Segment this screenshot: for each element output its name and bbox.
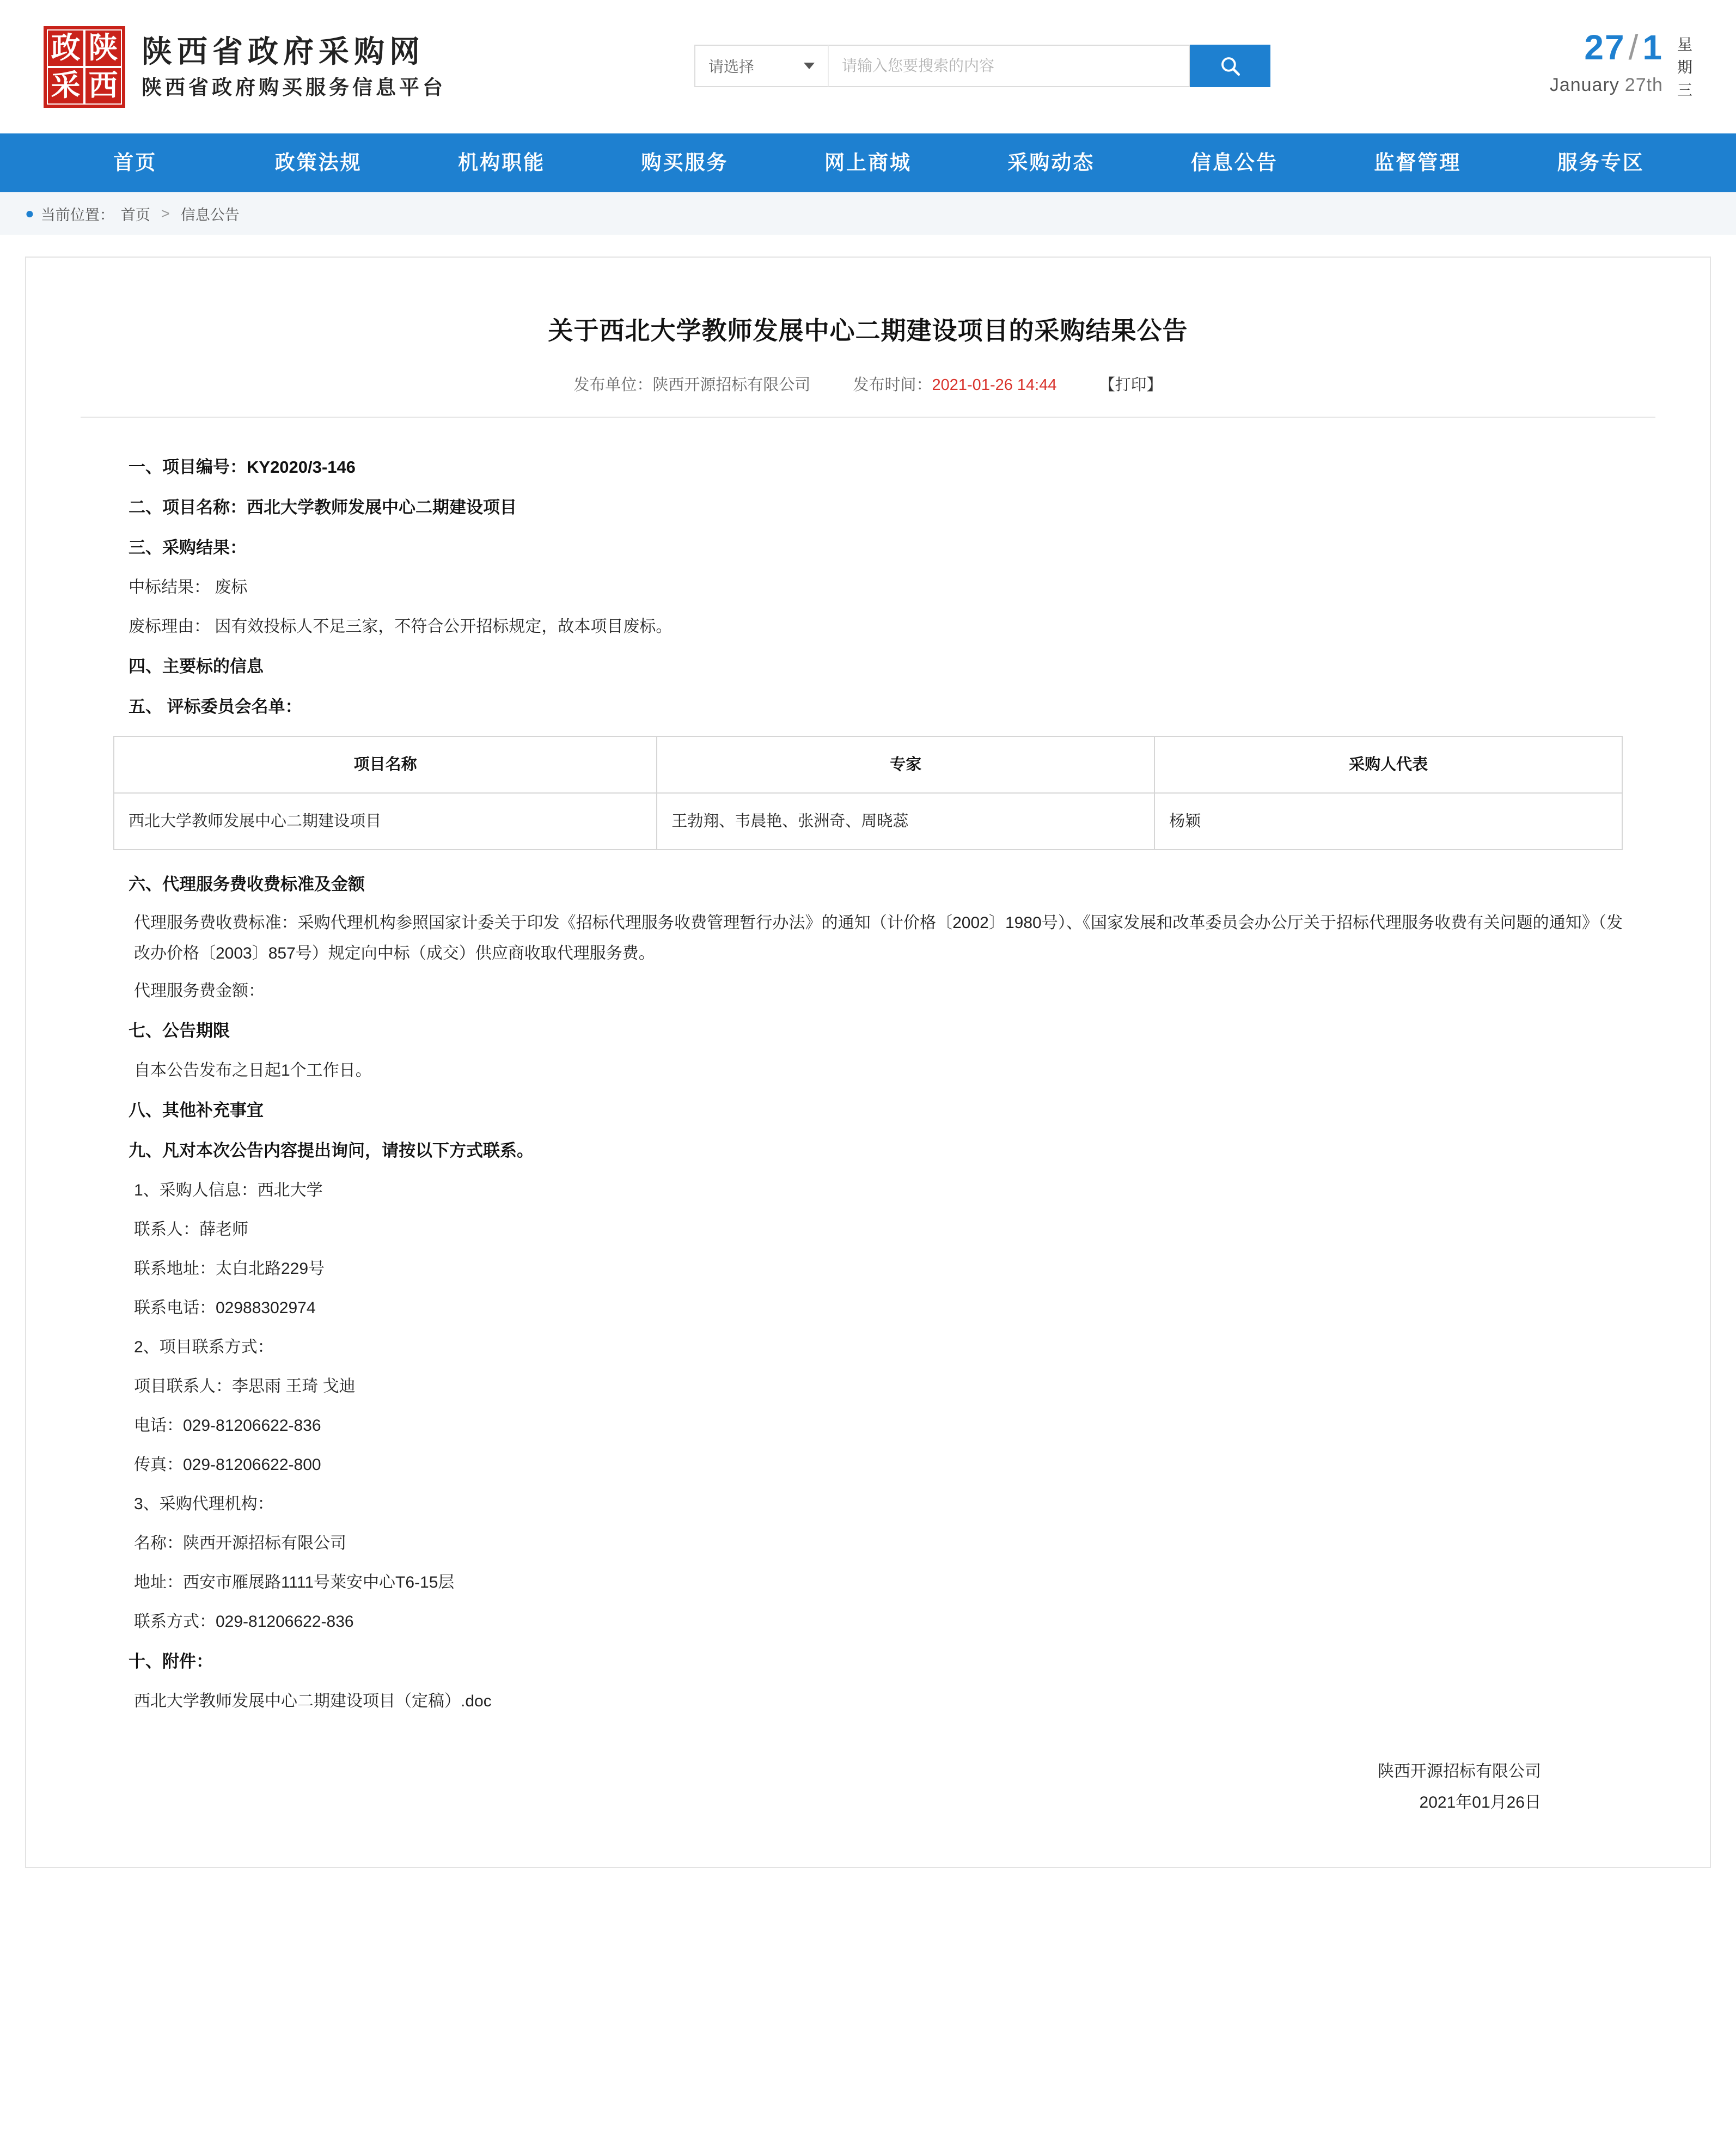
nav-item-supervision[interactable]: 监督管理	[1374, 151, 1462, 174]
breadcrumb-label: 当前位置：	[40, 206, 114, 223]
date-widget	[1550, 30, 1692, 102]
page-title: 关于西北大学教师发展中心二期建设项目的采购结果公告	[548, 316, 1188, 345]
publisher-label: 发布单位：	[573, 376, 653, 394]
date-weekday: 星 期 三	[1677, 36, 1692, 99]
date-month-name: January	[1549, 75, 1619, 95]
agency-head: 3、采购代理机构：	[134, 1495, 274, 1513]
section-project-name: 二、项目名称：西北大学教师发展中心二期建设项目	[129, 498, 517, 517]
search-button[interactable]	[1190, 45, 1270, 87]
nav-item-service-zone[interactable]: 服务专区	[1557, 151, 1645, 174]
announcement-body	[81, 418, 1655, 1818]
publish-date-label: 发布时间：	[853, 376, 932, 394]
search-bar[interactable]	[694, 45, 1270, 87]
section-committee-head: 五、 评标委员会名单：	[129, 697, 302, 716]
signature-date: 2021年01月26日	[1419, 1794, 1541, 1811]
date-day: 27	[1584, 28, 1625, 67]
nav-item-online-mall[interactable]: 网上商城	[824, 151, 912, 174]
agency-fee-standard: 代理服务费收费标准：采购代理机构参照国家计委关于印发《招标代理服务收费管理暂行办法》的通知（计价格〔2002〕1980号）、《国家发展和改革委员会办公厅关于招标代理服务收费有关问题的通知》（发改办价格〔2003〕857号）规定向中标（成交）供应商收取代理服务费。	[134, 914, 1623, 962]
nav-item-policies[interactable]: 政策法规	[274, 151, 362, 174]
agency-phone: 联系方式：029-81206622-836	[134, 1613, 354, 1631]
section-project-number: 一、项目编号：KY2020/3-146	[129, 457, 356, 477]
main-nav	[0, 133, 1736, 192]
logo-mark-icon	[44, 26, 125, 108]
breadcrumb	[0, 192, 1736, 235]
table-header-row	[114, 736, 1622, 793]
nav-item-home[interactable]: 首页	[113, 151, 157, 174]
project-contact-person: 项目联系人：李思雨 王琦 戈迪	[134, 1377, 356, 1395]
breadcrumb-current: 信息公告	[180, 206, 240, 223]
breadcrumb-separator: >	[161, 205, 170, 222]
date-month-num: 1	[1642, 28, 1663, 67]
agency-fee-amount: 代理服务费金额：	[134, 982, 265, 1000]
agency-name: 名称：陕西开源招标有限公司	[134, 1534, 346, 1552]
print-button[interactable]: 【打印】	[1099, 376, 1163, 394]
nav-item-procurement-news[interactable]: 采购动态	[1007, 151, 1095, 174]
publisher-value: 陕西开源招标有限公司	[652, 376, 811, 394]
search-category-select[interactable]	[694, 45, 828, 87]
cell-buyer-rep: 杨颖	[1154, 793, 1622, 850]
table-row	[114, 793, 1622, 850]
project-contact-head: 2、项目联系方式：	[134, 1338, 274, 1356]
announcement-card	[25, 257, 1711, 1868]
cell-project-name: 西北大学教师发展中心二期建设项目	[114, 793, 657, 850]
date-slash: /	[1628, 28, 1640, 67]
col-project-name: 项目名称	[114, 736, 657, 793]
logo-char-4: 西	[84, 67, 122, 105]
section-result-head: 三、采购结果：	[129, 538, 247, 557]
logo-char-2: 陕	[84, 29, 122, 67]
cell-experts: 王勃翔、韦晨艳、张洲奇、周晓蕊	[657, 793, 1154, 850]
document-meta	[81, 373, 1655, 418]
search-input[interactable]	[828, 45, 1190, 87]
agency-address: 地址：西安市雁展路1111号莱安中心T6-15层	[134, 1573, 455, 1591]
expert-committee-table	[113, 736, 1623, 850]
chevron-down-icon	[804, 63, 815, 69]
search-icon	[1219, 54, 1242, 77]
section-attachment-head: 十、附件：	[129, 1652, 213, 1671]
search-category-label: 请选择	[708, 58, 755, 75]
site-logo[interactable]	[44, 26, 446, 108]
logo-char-3: 采	[47, 67, 84, 105]
col-buyer-rep: 采购人代表	[1154, 736, 1622, 793]
section-agency-fee-head: 六、代理服务费收费标准及金额	[129, 875, 365, 894]
col-experts: 专家	[657, 736, 1154, 793]
buyer-contact-person: 联系人：薛老师	[134, 1221, 248, 1239]
nav-item-announcements[interactable]: 信息公告	[1190, 151, 1278, 174]
buyer-phone: 联系电话：02988302974	[134, 1299, 316, 1317]
signature-org: 陕西开源招标有限公司	[1378, 1762, 1541, 1780]
project-contact-fax: 传真：029-81206622-800	[134, 1456, 321, 1474]
location-pin-icon: ●	[25, 205, 34, 222]
buyer-address: 联系地址：太白北路229号	[134, 1260, 325, 1278]
signature-block	[113, 1756, 1623, 1818]
buyer-info: 1、采购人信息：西北大学	[134, 1181, 323, 1199]
section-main-target-head: 四、主要标的信息	[129, 657, 264, 676]
nav-item-purchase-service[interactable]: 购买服务	[641, 151, 729, 174]
site-title: 陕西省政府采购网	[142, 34, 425, 69]
date-ordinal: 27th	[1624, 75, 1663, 95]
nav-item-functions[interactable]: 机构职能	[458, 151, 546, 174]
attachment-file-link[interactable]: 西北大学教师发展中心二期建设项目（定稿）.doc	[134, 1692, 492, 1710]
section-other-matters-head: 八、其他补充事宜	[129, 1101, 264, 1120]
section-notice-period-head: 七、公告期限	[129, 1021, 230, 1040]
result-reason: 废标理由： 因有效投标人不足三家，不符合公开招标规定，故本项目废标。	[129, 618, 673, 636]
breadcrumb-home-link[interactable]: 首页	[120, 206, 150, 223]
project-contact-phone: 电话：029-81206622-836	[134, 1417, 321, 1435]
section-contact-head: 九、凡对本次公告内容提出询问，请按以下方式联系。	[129, 1141, 534, 1160]
site-subtitle: 陕西省政府购买服务信息平台	[142, 76, 446, 99]
publish-date-value: 2021-01-26 14:44	[932, 376, 1057, 394]
result-bid-outcome: 中标结果： 废标	[129, 578, 248, 596]
site-header	[0, 0, 1736, 133]
date-daymonth	[1550, 30, 1663, 65]
notice-period-text: 自本公告发布之日起1个工作日。	[134, 1062, 372, 1079]
logo-char-1: 政	[47, 29, 84, 67]
page-body	[0, 235, 1736, 1906]
